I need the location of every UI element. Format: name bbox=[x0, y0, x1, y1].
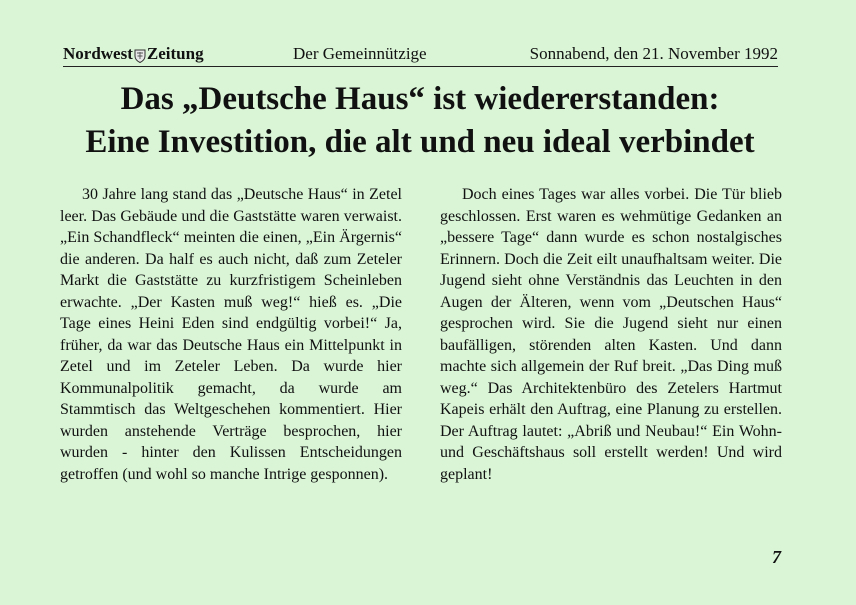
section-name: Der Gemeinnützige bbox=[293, 44, 427, 63]
newspaper-name-part1: Nordwest bbox=[63, 44, 133, 63]
page-number: 7 bbox=[772, 547, 781, 567]
newspaper-name bbox=[63, 44, 204, 64]
issue-date: Sonnabend, den 21. November 1992 bbox=[529, 44, 778, 63]
article-paragraph-left: 30 Jahre lang stand das „Deutsche Haus“ in Zetel leer. Das Gebäude und die Gaststätte waren verwaist. „Ein Schandfleck“ meinten die einen, „Ein Ärgernis“ die anderen. Da half es auch nicht, daß zum Zeteler Markt die Gaststätte zu kurzfristigem Scheinleben erwachte. „Der Kasten muß weg!“ hieß es. „Die Tage eines Heini Eden sind endgültig vorbei!“ Ja, früher, da war das Deutsche Haus ein Mittelpunkt in Zetel und im Zeteler Leben. Da wurde hier Kommunalpolitik gemacht, da wurde am Stammtisch das Weltgeschehen kommentiert. Hier wurden anstehende Verträge besprochen, hier wurden - hinter den Kulissen Entscheidungen getroffen (und wohl so manche Intrige gesponnen). bbox=[60, 186, 402, 483]
article-column-right bbox=[440, 184, 782, 485]
headline-line-2: Eine Investition, die alt und neu ideal verbindet bbox=[85, 124, 755, 160]
newspaper-name-part2: Zeitung bbox=[146, 44, 204, 63]
article-paragraph-right: Doch eines Tages war alles vorbei. Die Tür blieb geschlossen. Erst waren es wehmütige Gedanken an „bessere Tage“ dann wurde es schon nostalgisches Erinnern. Doch die Zeit eilt unaufhaltsam weiter. Die Jugend sieht ohne Verständnis das Leuchten in den Augen der Älteren, wenn vom „Deutschen Haus“ gesprochen wird. Sie die Jugend sieht nur einen baufälligen, störenden alten Kasten. Und dann machte sich allgemein der Ruf breit. „Das Ding muß weg.“ Das Architektenbüro des Zetelers Hartmut Kapeis erhält den Auftrag, eine Planung zu erstellen. Der Auftrag lautet: „Abriß und Neubau!“ Ein Wohn- und Geschäftshaus soll erstellt werden! Und wird geplant! bbox=[440, 186, 782, 483]
coat-of-arms-icon bbox=[134, 48, 146, 62]
masthead bbox=[63, 44, 778, 67]
headline-line-1: Das „Deutsche Haus“ ist wiedererstanden: bbox=[120, 81, 720, 117]
headline bbox=[40, 78, 800, 164]
article-column-left bbox=[60, 184, 402, 485]
